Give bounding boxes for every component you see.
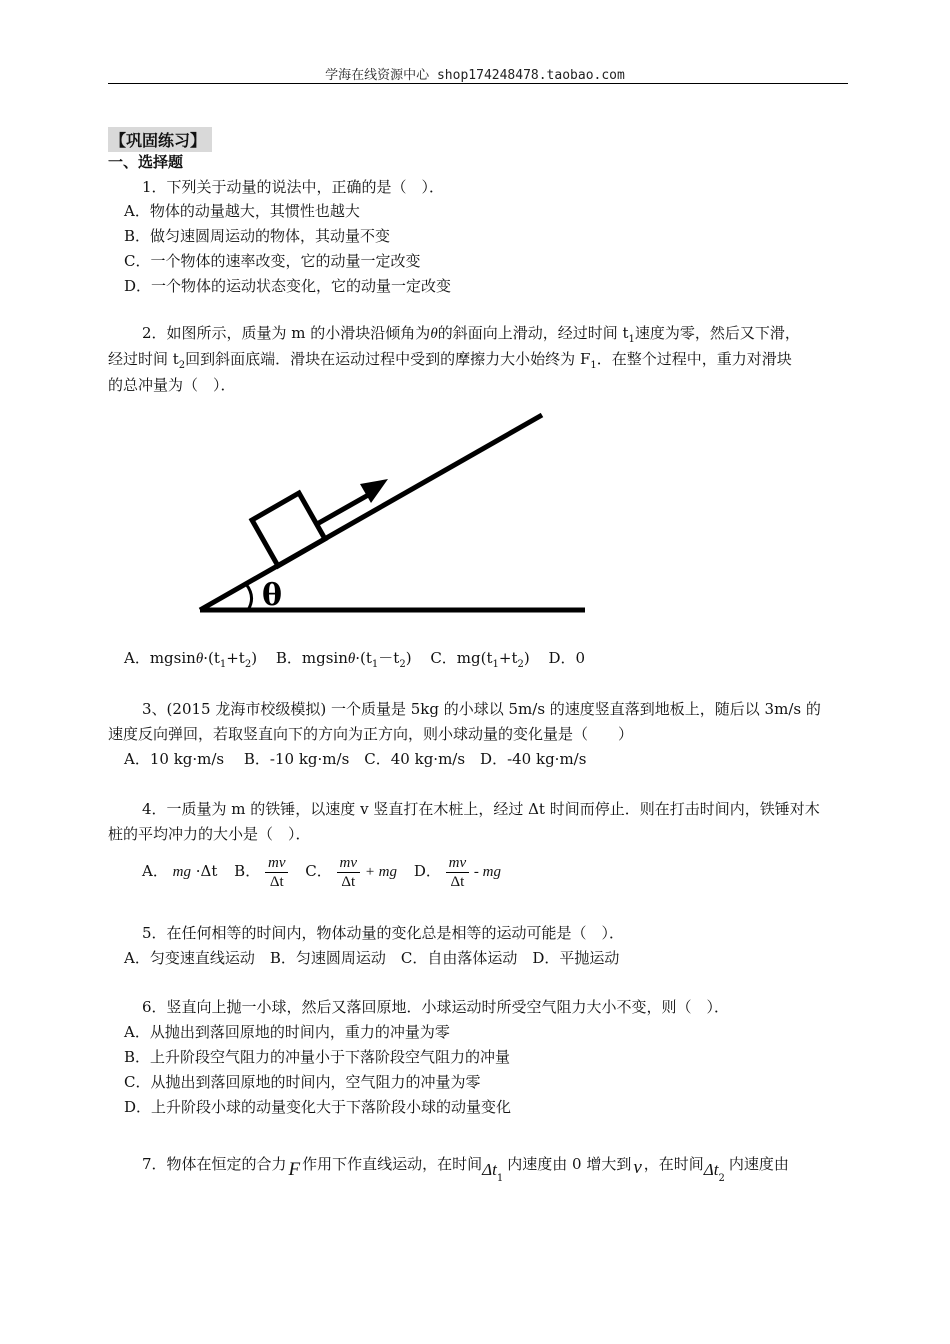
- q2-line2-c: ．在整个过程中，重力对滑块: [596, 350, 792, 368]
- text: －t: [378, 649, 400, 667]
- angle-arc: [246, 584, 252, 610]
- text: + mg: [364, 864, 398, 880]
- q2-line1-b: 的斜面向上滑动，经过时间 t: [437, 324, 629, 342]
- incline-figure: [190, 405, 600, 625]
- sub: 2: [399, 659, 406, 670]
- text: mg: [172, 864, 191, 880]
- text: mv: [446, 854, 470, 873]
- section-tag: 【巩固练习】: [108, 127, 212, 152]
- q2-opt-d: D．0: [548, 649, 586, 667]
- q4-opt-d: D．: [413, 862, 441, 880]
- sub: 1: [496, 1173, 504, 1184]
- q2-opt-c: C．mg(t: [430, 649, 493, 667]
- theta-label: θ: [262, 578, 283, 613]
- q2-line2: [108, 349, 792, 376]
- text: Δt: [450, 873, 465, 890]
- text: ·(t: [203, 649, 220, 667]
- q7-line1: [142, 1149, 789, 1186]
- q5-options: A．匀变速直线运动 B．匀速圆周运动 C．自由落体运动 D．平抛运动: [124, 949, 620, 967]
- text: Δt: [269, 873, 284, 890]
- sub: 2: [244, 659, 252, 670]
- header-divider: [108, 83, 848, 84]
- text: 7．物体在恒定的合力: [142, 1155, 287, 1173]
- q2-line3: 的总冲量为（ ）．: [108, 376, 236, 394]
- sub: 1: [628, 334, 635, 345]
- theta-symbol: θ: [430, 326, 438, 342]
- text: mv: [265, 854, 289, 873]
- text: 内速度由: [728, 1155, 789, 1173]
- page-header: 学海在线资源中心 shop174248478.taobao.com: [325, 68, 625, 83]
- q3-line1: 3、(2015 龙海市校级模拟) 一个质量是 5kg 的小球以 5m/s 的速度竖直落到地板上，随后以 3m/s 的: [142, 700, 821, 718]
- theta-symbol: θ: [347, 651, 356, 667]
- sub: 1: [219, 659, 227, 670]
- section-title: 一、选择题: [108, 153, 184, 171]
- q6-option-d: D．上升阶段小球的动量变化大于下落阶段小球的动量变化: [124, 1098, 512, 1116]
- q2-options: [124, 648, 585, 675]
- q6-option-c: C．从抛出到落回原地的时间内，空气阻力的冲量为零: [124, 1073, 481, 1091]
- q4-opt-b: B．: [234, 862, 261, 880]
- q5-stem: 5．在任何相等的时间内，物体动量的变化总是相等的运动可能是（ ）．: [142, 924, 625, 942]
- text: ): [405, 649, 412, 667]
- text: mv: [337, 854, 361, 873]
- sub: 2: [718, 1173, 725, 1184]
- sub: 1: [590, 360, 597, 371]
- q6-option-b: B．上升阶段空气阻力的冲量小于下落阶段空气阻力的冲量: [124, 1048, 511, 1066]
- q2-line1-a: 2．如图所示，质量为 m 的小滑块沿倾角为: [142, 324, 431, 342]
- incline-line: [200, 415, 542, 610]
- text: ): [251, 649, 258, 667]
- q6-stem: 6．竖直向上抛一小球，然后又落回原地．小球运动时所受空气阻力大小不变，则（ ）．: [142, 998, 730, 1016]
- q6-option-a: A．从抛出到落回原地的时间内，重力的冲量为零: [124, 1023, 450, 1041]
- q3-line2: 速度反向弹回，若取竖直向下的方向为正方向，则小球动量的变化量是（ ）: [108, 725, 634, 743]
- q1-stem: 1．下列关于动量的说法中，正确的是（ ）．: [142, 178, 445, 196]
- q4-opt-c: C．: [305, 862, 332, 880]
- text: ): [523, 649, 530, 667]
- velocity-symbol: v: [633, 1157, 642, 1178]
- q2-line1: [142, 323, 800, 350]
- text: +t: [226, 649, 245, 667]
- text: 内速度由 0 增大到: [507, 1155, 632, 1173]
- q3-options: A．10 kg·m/s B．-10 kg·m/s C．40 kg·m/s D．-40 kg·m/s: [124, 750, 587, 768]
- q1-option-b: B．做匀速圆周运动的物体，其动量不变: [124, 227, 391, 245]
- sub: 2: [517, 659, 524, 670]
- sub: 1: [371, 659, 379, 670]
- slider-block: [252, 493, 325, 566]
- q4-options: [142, 853, 501, 891]
- sub: 2: [178, 360, 186, 371]
- text: Δt: [341, 873, 356, 890]
- q4-line2: 桩的平均冲力的大小是（ ）．: [108, 825, 311, 843]
- q2-line2-a: 经过时间 t: [108, 350, 179, 368]
- q2-line1-c: 速度为零，然后又下滑，: [634, 324, 800, 342]
- q2-opt-b: B．mgsin: [275, 649, 348, 667]
- force-symbol: F: [288, 1159, 301, 1180]
- q4-line1: 4．一质量为 m 的铁锤，以速度 v 竖直打在木桩上，经过 Δt 时间而停止．则在打击时间内，铁锤对木: [142, 800, 820, 818]
- theta-symbol: θ: [195, 651, 204, 667]
- sub: 1: [492, 659, 499, 670]
- text: ，在时间: [643, 1155, 704, 1173]
- q2-line2-b: 回到斜面底端．滑块在运动过程中受到的摩擦力大小始终为 F: [185, 350, 591, 368]
- q1-option-a: A．物体的动量越大，其惯性也越大: [124, 202, 360, 220]
- text: ·(t: [355, 649, 372, 667]
- delta-t1-symbol: Δt: [482, 1160, 497, 1179]
- fraction: [446, 854, 470, 891]
- q1-option-d: D．一个物体的运动状态变化，它的动量一定改变: [124, 277, 452, 295]
- text: ·Δt: [195, 862, 218, 880]
- fraction: [337, 854, 361, 891]
- text: - mg: [473, 864, 501, 880]
- q4-opt-a: A．: [142, 862, 168, 880]
- q1-option-c: C．一个物体的速率改变，它的动量一定改变: [124, 252, 421, 270]
- text: 作用下作直线运动，在时间: [302, 1155, 483, 1173]
- text: +t: [498, 649, 518, 667]
- q2-opt-a: A．mgsin: [124, 649, 196, 667]
- fraction: [265, 854, 289, 891]
- delta-t2-symbol: Δt: [703, 1160, 719, 1179]
